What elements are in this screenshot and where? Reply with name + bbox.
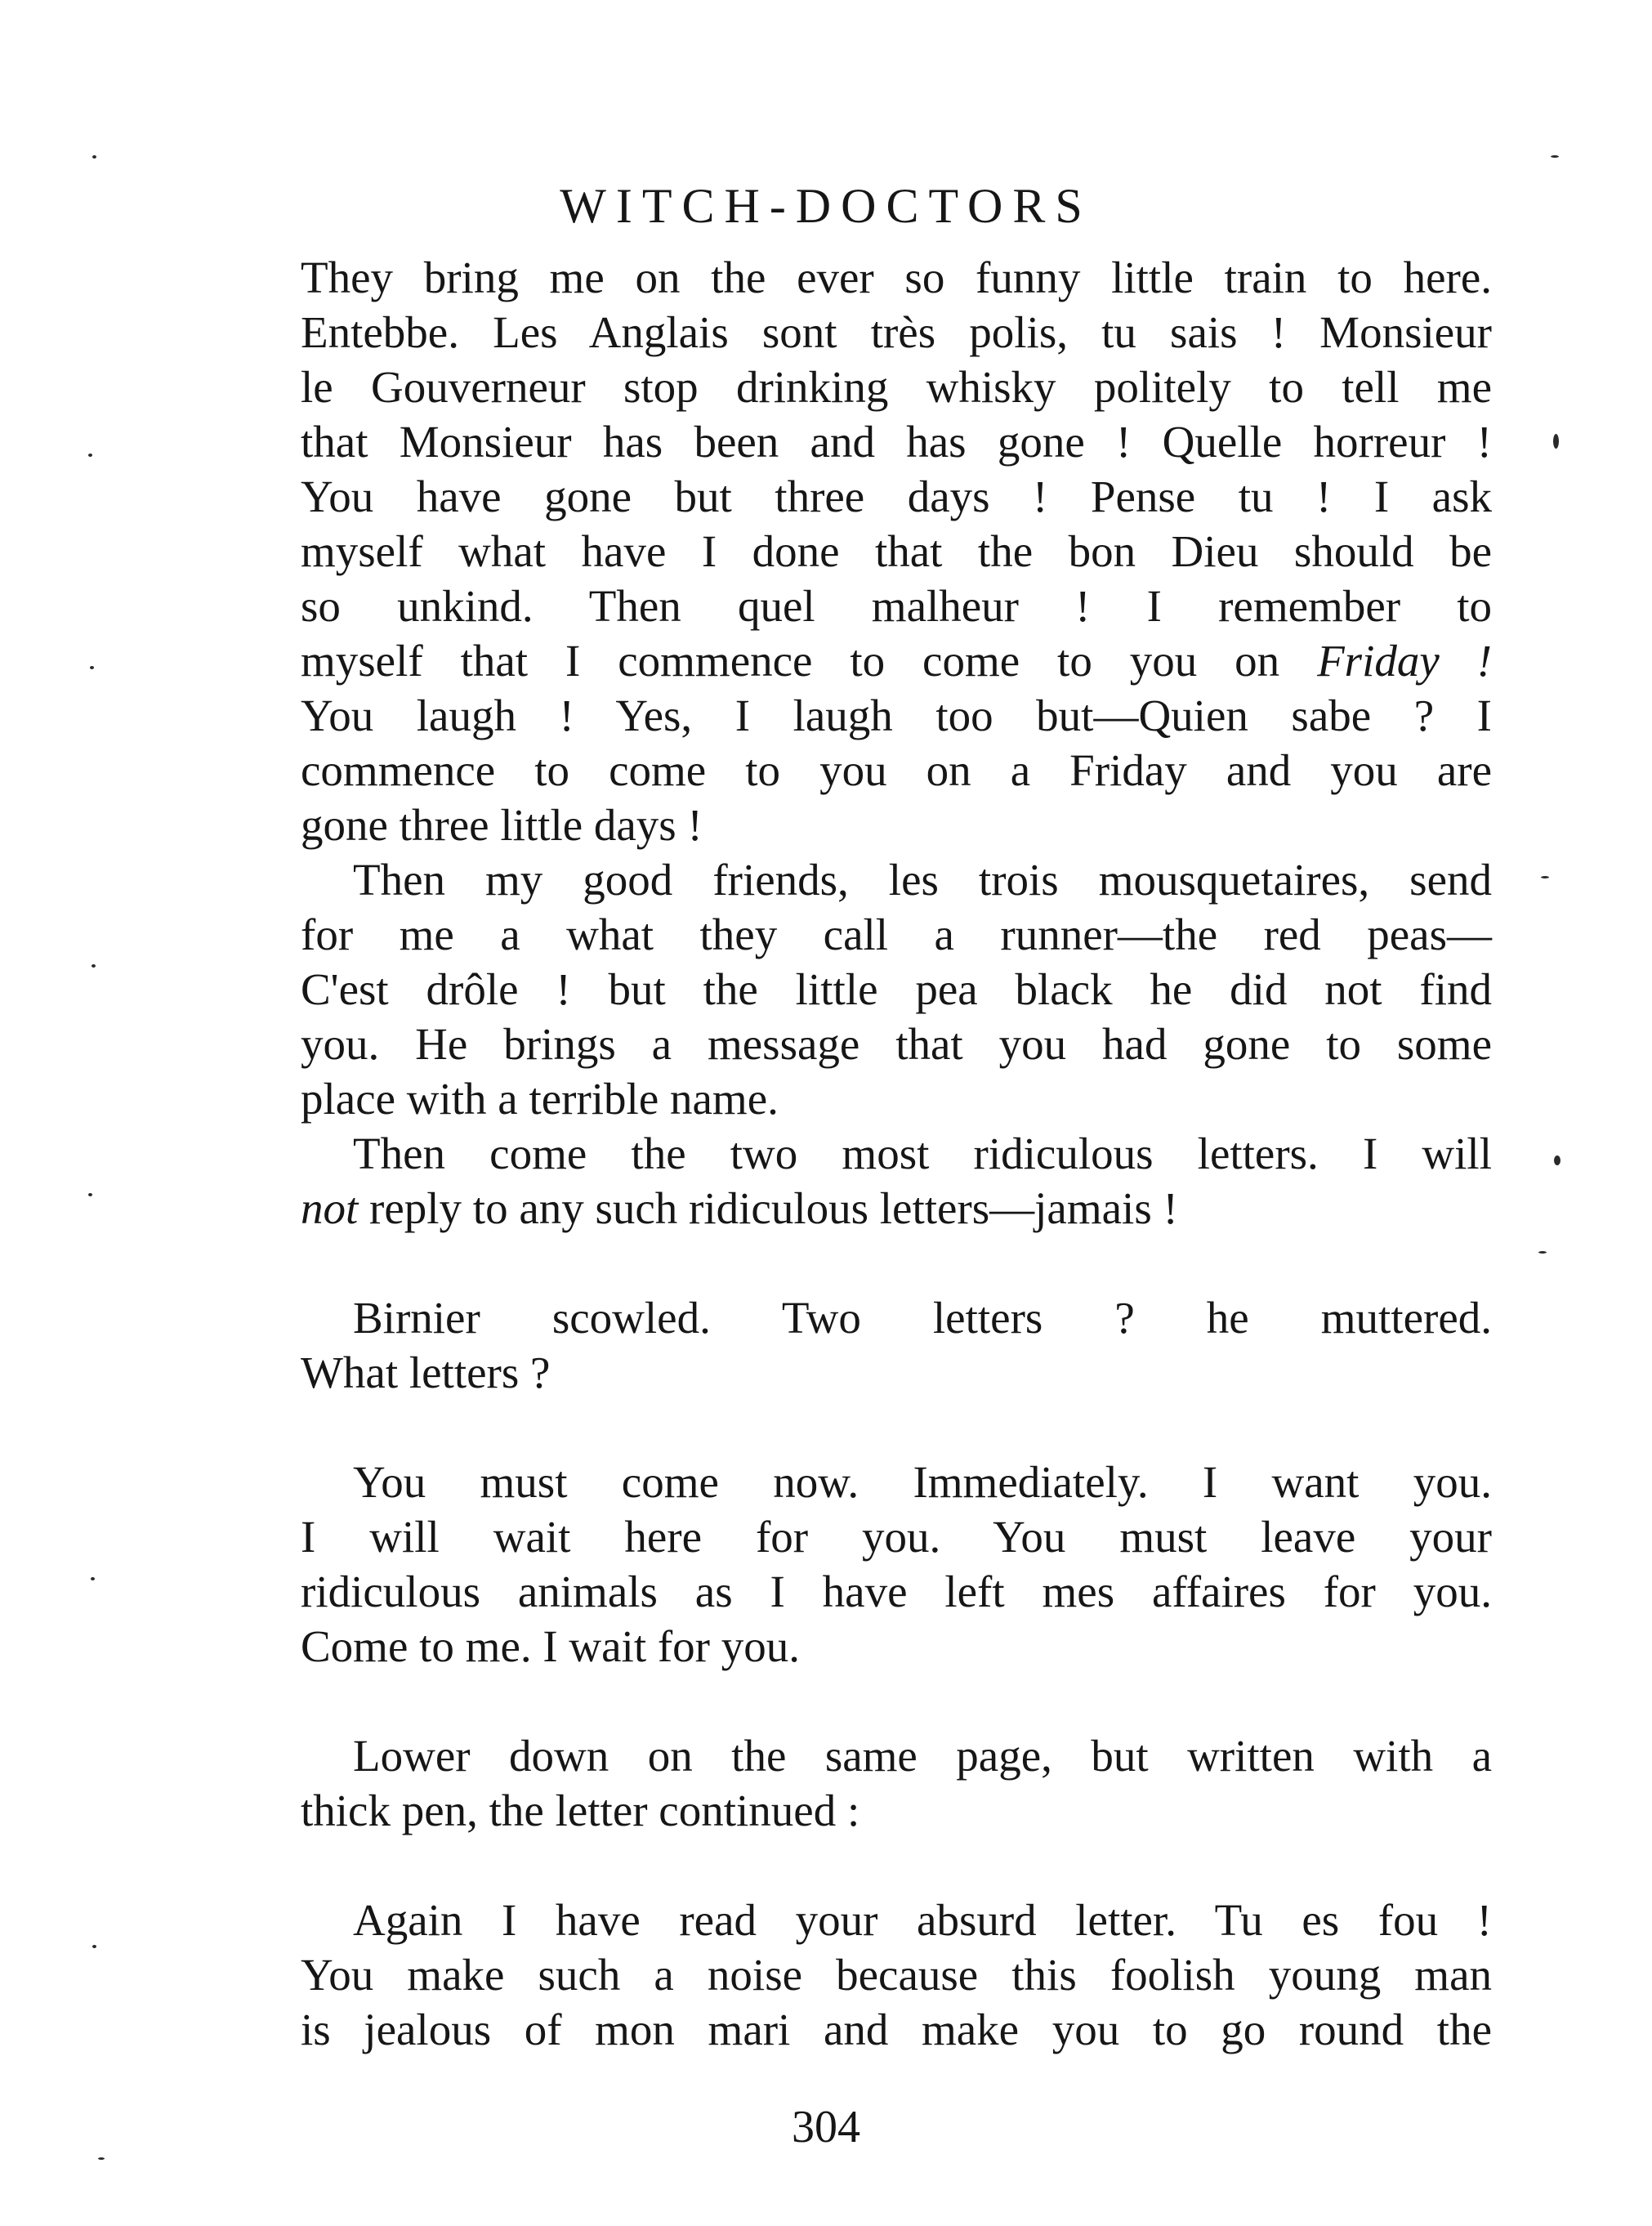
line-text: reply to any such ridiculous letters—jamais ! (369, 1183, 1178, 1233)
text-line (301, 1509, 1492, 1566)
line-text: You must come now. Immediately. I want you. (353, 1457, 1492, 1507)
scan-speck (92, 1945, 96, 1948)
line-text: Entebbe. Les Anglais sont très polis, tu sais ! Monsieur (301, 307, 1492, 357)
scan-speck (1538, 1251, 1547, 1254)
scan-speck (91, 1577, 95, 1580)
line-text: Then my good friends, les trois mousquetaires, send (353, 855, 1492, 905)
line-text: that Monsieur has been and has gone ! Quelle horreur ! (301, 417, 1492, 467)
line-text: commence to come to you on a Friday and you are (301, 745, 1492, 795)
text-line (301, 304, 1492, 361)
scan-speck (1554, 1155, 1560, 1165)
scan-speck (98, 2157, 105, 2160)
scan-speck (90, 666, 94, 669)
scan-speck (88, 1193, 92, 1196)
text-line (301, 523, 1492, 580)
text-line (301, 2001, 1492, 2058)
text-line (301, 468, 1492, 525)
page-number: 304 (792, 2102, 860, 2152)
text-line (353, 852, 1492, 909)
text-line (301, 1563, 1492, 1620)
line-text: myself what have I done that the bon Dieu should be (301, 526, 1492, 576)
text-line (353, 1290, 1492, 1347)
line-text: I will wait here for you. You must leave your (301, 1512, 1492, 1562)
text-line (301, 906, 1492, 963)
text-line (301, 1782, 1492, 1839)
line-text: Birnier scowled. Two letters ? he muttered. (353, 1293, 1492, 1343)
text-line (301, 1016, 1492, 1073)
line-text: you. He brings a message that you had gone to some (301, 1019, 1492, 1069)
italic-word: Friday ! (1317, 636, 1492, 686)
scan-speck (1551, 155, 1559, 158)
scan-speck (92, 964, 96, 968)
line-text: They bring me on the ever so funny little train to here. (301, 253, 1492, 302)
text-line (301, 797, 1492, 854)
line-text: so unkind. Then quel malheur ! I remember to (301, 581, 1492, 631)
text-line (301, 742, 1492, 799)
text-line (301, 413, 1492, 471)
line-text: le Gouverneur stop drinking whisky politely to tell me (301, 362, 1492, 412)
line-text: is jealous of mon mari and make you to go round the (301, 2005, 1492, 2054)
italic-word: not (301, 1183, 359, 1233)
line-text: gone three little days ! (301, 800, 703, 850)
line-text: myself that I commence to come to you on (301, 636, 1280, 686)
running-header: WITCH-DOCTORS (560, 179, 1092, 233)
text-line (301, 1344, 1492, 1401)
text-line (301, 1180, 1492, 1237)
line-text: You make such a noise because this foolish young man (301, 1950, 1492, 2000)
line-text: ridiculous animals as I have left mes affaires for you. (301, 1567, 1492, 1616)
line-text: Lower down on the same page, but written with a (353, 1731, 1492, 1781)
text-line (353, 1454, 1492, 1511)
line-text: You have gone but three days ! Pense tu ! I ask (301, 472, 1492, 521)
text-line (301, 1618, 1492, 1675)
text-line (301, 578, 1492, 635)
scan-speck (88, 454, 92, 457)
text-line (301, 1947, 1492, 2004)
text-line (353, 1892, 1492, 1949)
line-text: Then come the two most ridiculous letters. I will (353, 1129, 1492, 1178)
scan-speck (1553, 434, 1559, 449)
line-text: place with a terrible name. (301, 1074, 779, 1124)
line-text: You laugh ! Yes, I laugh too but—Quien sabe ? I (301, 691, 1492, 740)
line-text: Again I have read your absurd letter. Tu es fou ! (353, 1895, 1492, 1945)
text-line (301, 687, 1492, 744)
text-line (301, 359, 1492, 416)
line-text: for me a what they call a runner—the red peas— (301, 910, 1492, 959)
line-text: C'est drôle ! but the little pea black he did not find (301, 964, 1492, 1014)
line-text: Come to me. I wait for you. (301, 1621, 800, 1671)
line-text: What letters ? (301, 1348, 551, 1397)
text-line (301, 632, 1492, 690)
text-line (301, 249, 1492, 306)
text-line (353, 1125, 1492, 1182)
text-line (301, 1071, 1492, 1128)
scan-speck (1541, 876, 1549, 878)
line-text: thick pen, the letter continued : (301, 1786, 860, 1835)
text-line (301, 961, 1492, 1018)
scan-speck (92, 155, 96, 159)
text-line (353, 1728, 1492, 1785)
